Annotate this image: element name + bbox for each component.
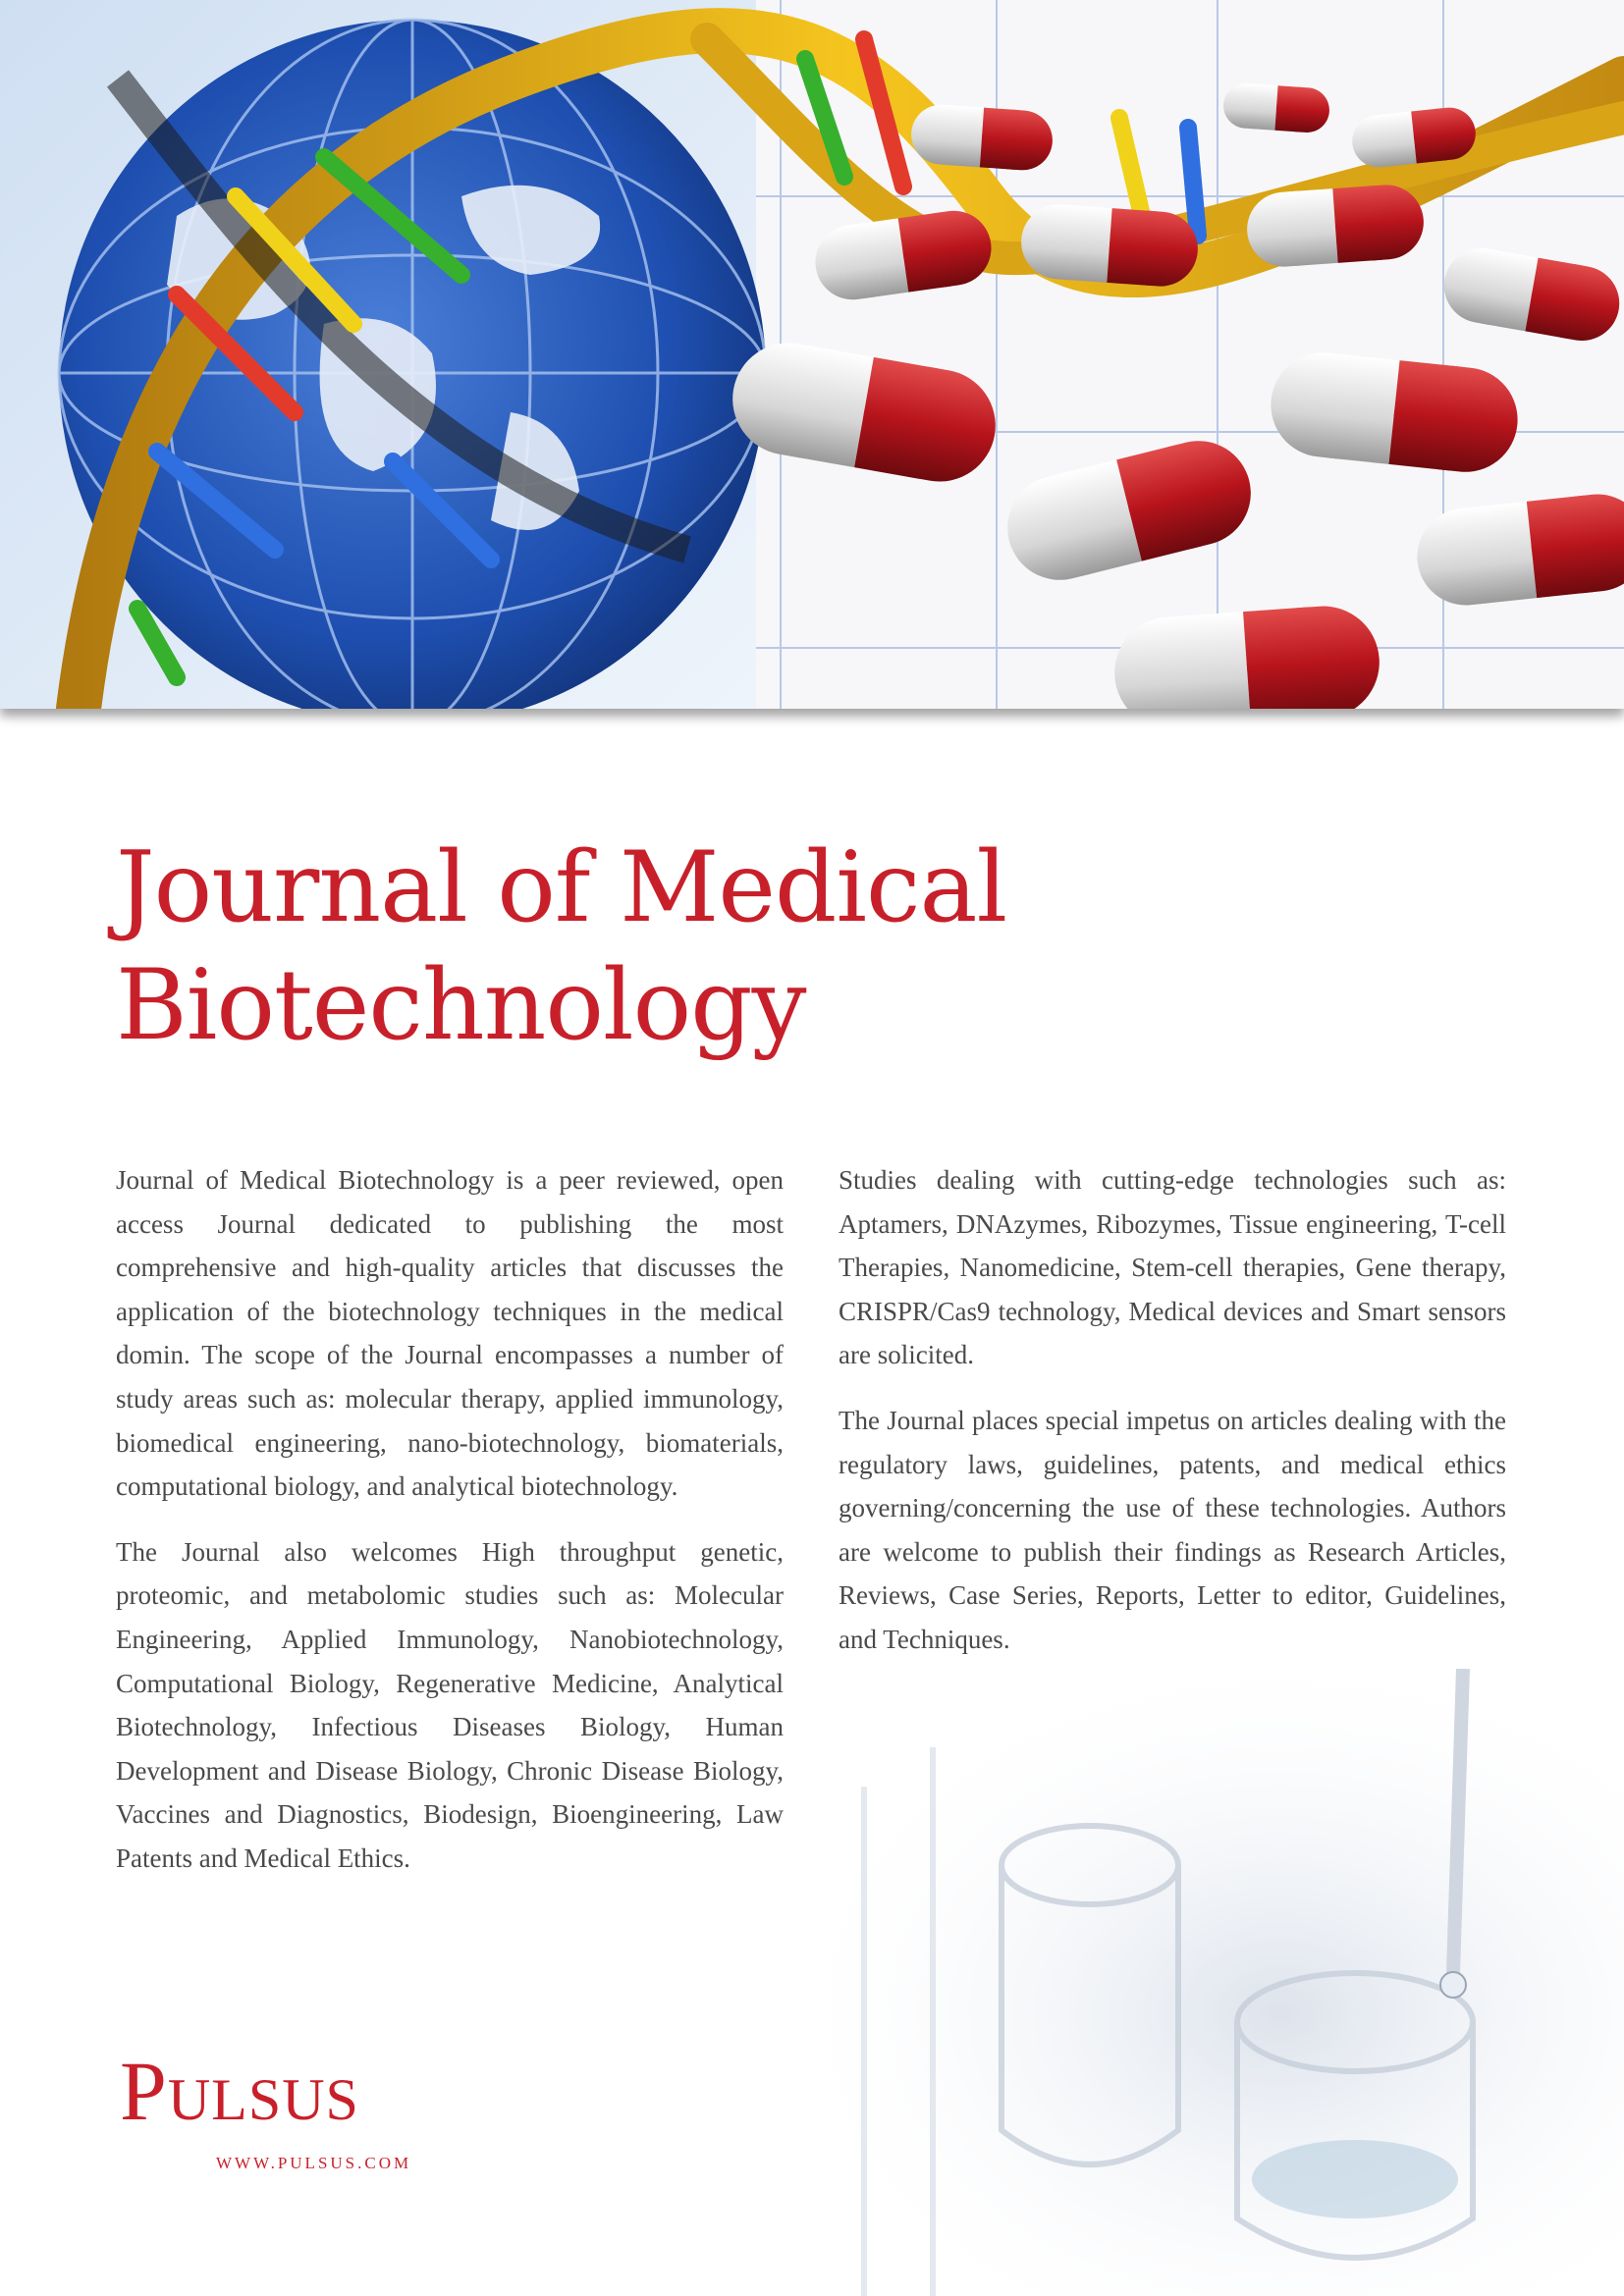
page-title (116, 829, 1294, 1065)
dna-globe-capsules-image (0, 0, 1624, 709)
left-column (116, 1158, 784, 1902)
logo-rest: ULSUS (167, 2067, 359, 2132)
left-paragraph-1: Journal of Medical Biotechnology is a peer reviewed, open access Journal dedicated to publishing the most comprehensive and high-quality articles that discusses the application of the biotechnology techniques in the medical domin. The scope of the Journal encompasses a number of study areas such as: molecular therapy, applied immunology, biomedical engineering, nano-biotechnology, biomaterials, computational biology, and analytical biotechnology. (116, 1165, 784, 1502)
left-paragraph-2: The Journal also welcomes High throughput genetic, proteomic, and metabolomic studies such as: Molecular Engineering, Applied Immunology, Nanobiotechnology, Computational Biology, Regenerative Medicine, Analytical Biotechnology, Infectious Diseases Biology, Human Development and Disease Biology, Chronic Disease Biology, Vaccines and Diagnostics, Biodesign, Bioengineering, Law Patents and Medical Ethics. (116, 1536, 784, 1873)
right-paragraph-2: The Journal places special impetus on articles dealing with the regulatory laws, guidelines, patents, and medical ethics governing/concerning the use of these technologies. Authors are welcome to publish their findings as Research Articles, Reviews, Case Series, Reports, Letter to editor, Guidelines, and Techniques. (839, 1405, 1506, 1654)
test-tubes-background-image (766, 1669, 1624, 2296)
logo-wordmark (120, 2044, 359, 2138)
title-line-1: Journal of Medical (116, 831, 1007, 944)
right-paragraph-1: Studies dealing with cutting-edge technologies such as: Aptamers, DNAzymes, Ribozymes, Tissue engineering, T-cell Therapies, Nanomedicine, Stem-cell therapies, Gene therapy, CRISPR/Cas9 technology, Medical devices and Smart sensors are solicited. (839, 1165, 1506, 1370)
title-line-2: Biotechnology (116, 949, 806, 1062)
hero-image (0, 0, 1624, 709)
right-column (839, 1158, 1506, 1683)
logo-url[interactable]: WWW.PULSUS.COM (216, 2154, 412, 2172)
pulsus-logo[interactable] (120, 2044, 412, 2172)
logo-first-letter: P (120, 2044, 168, 2138)
